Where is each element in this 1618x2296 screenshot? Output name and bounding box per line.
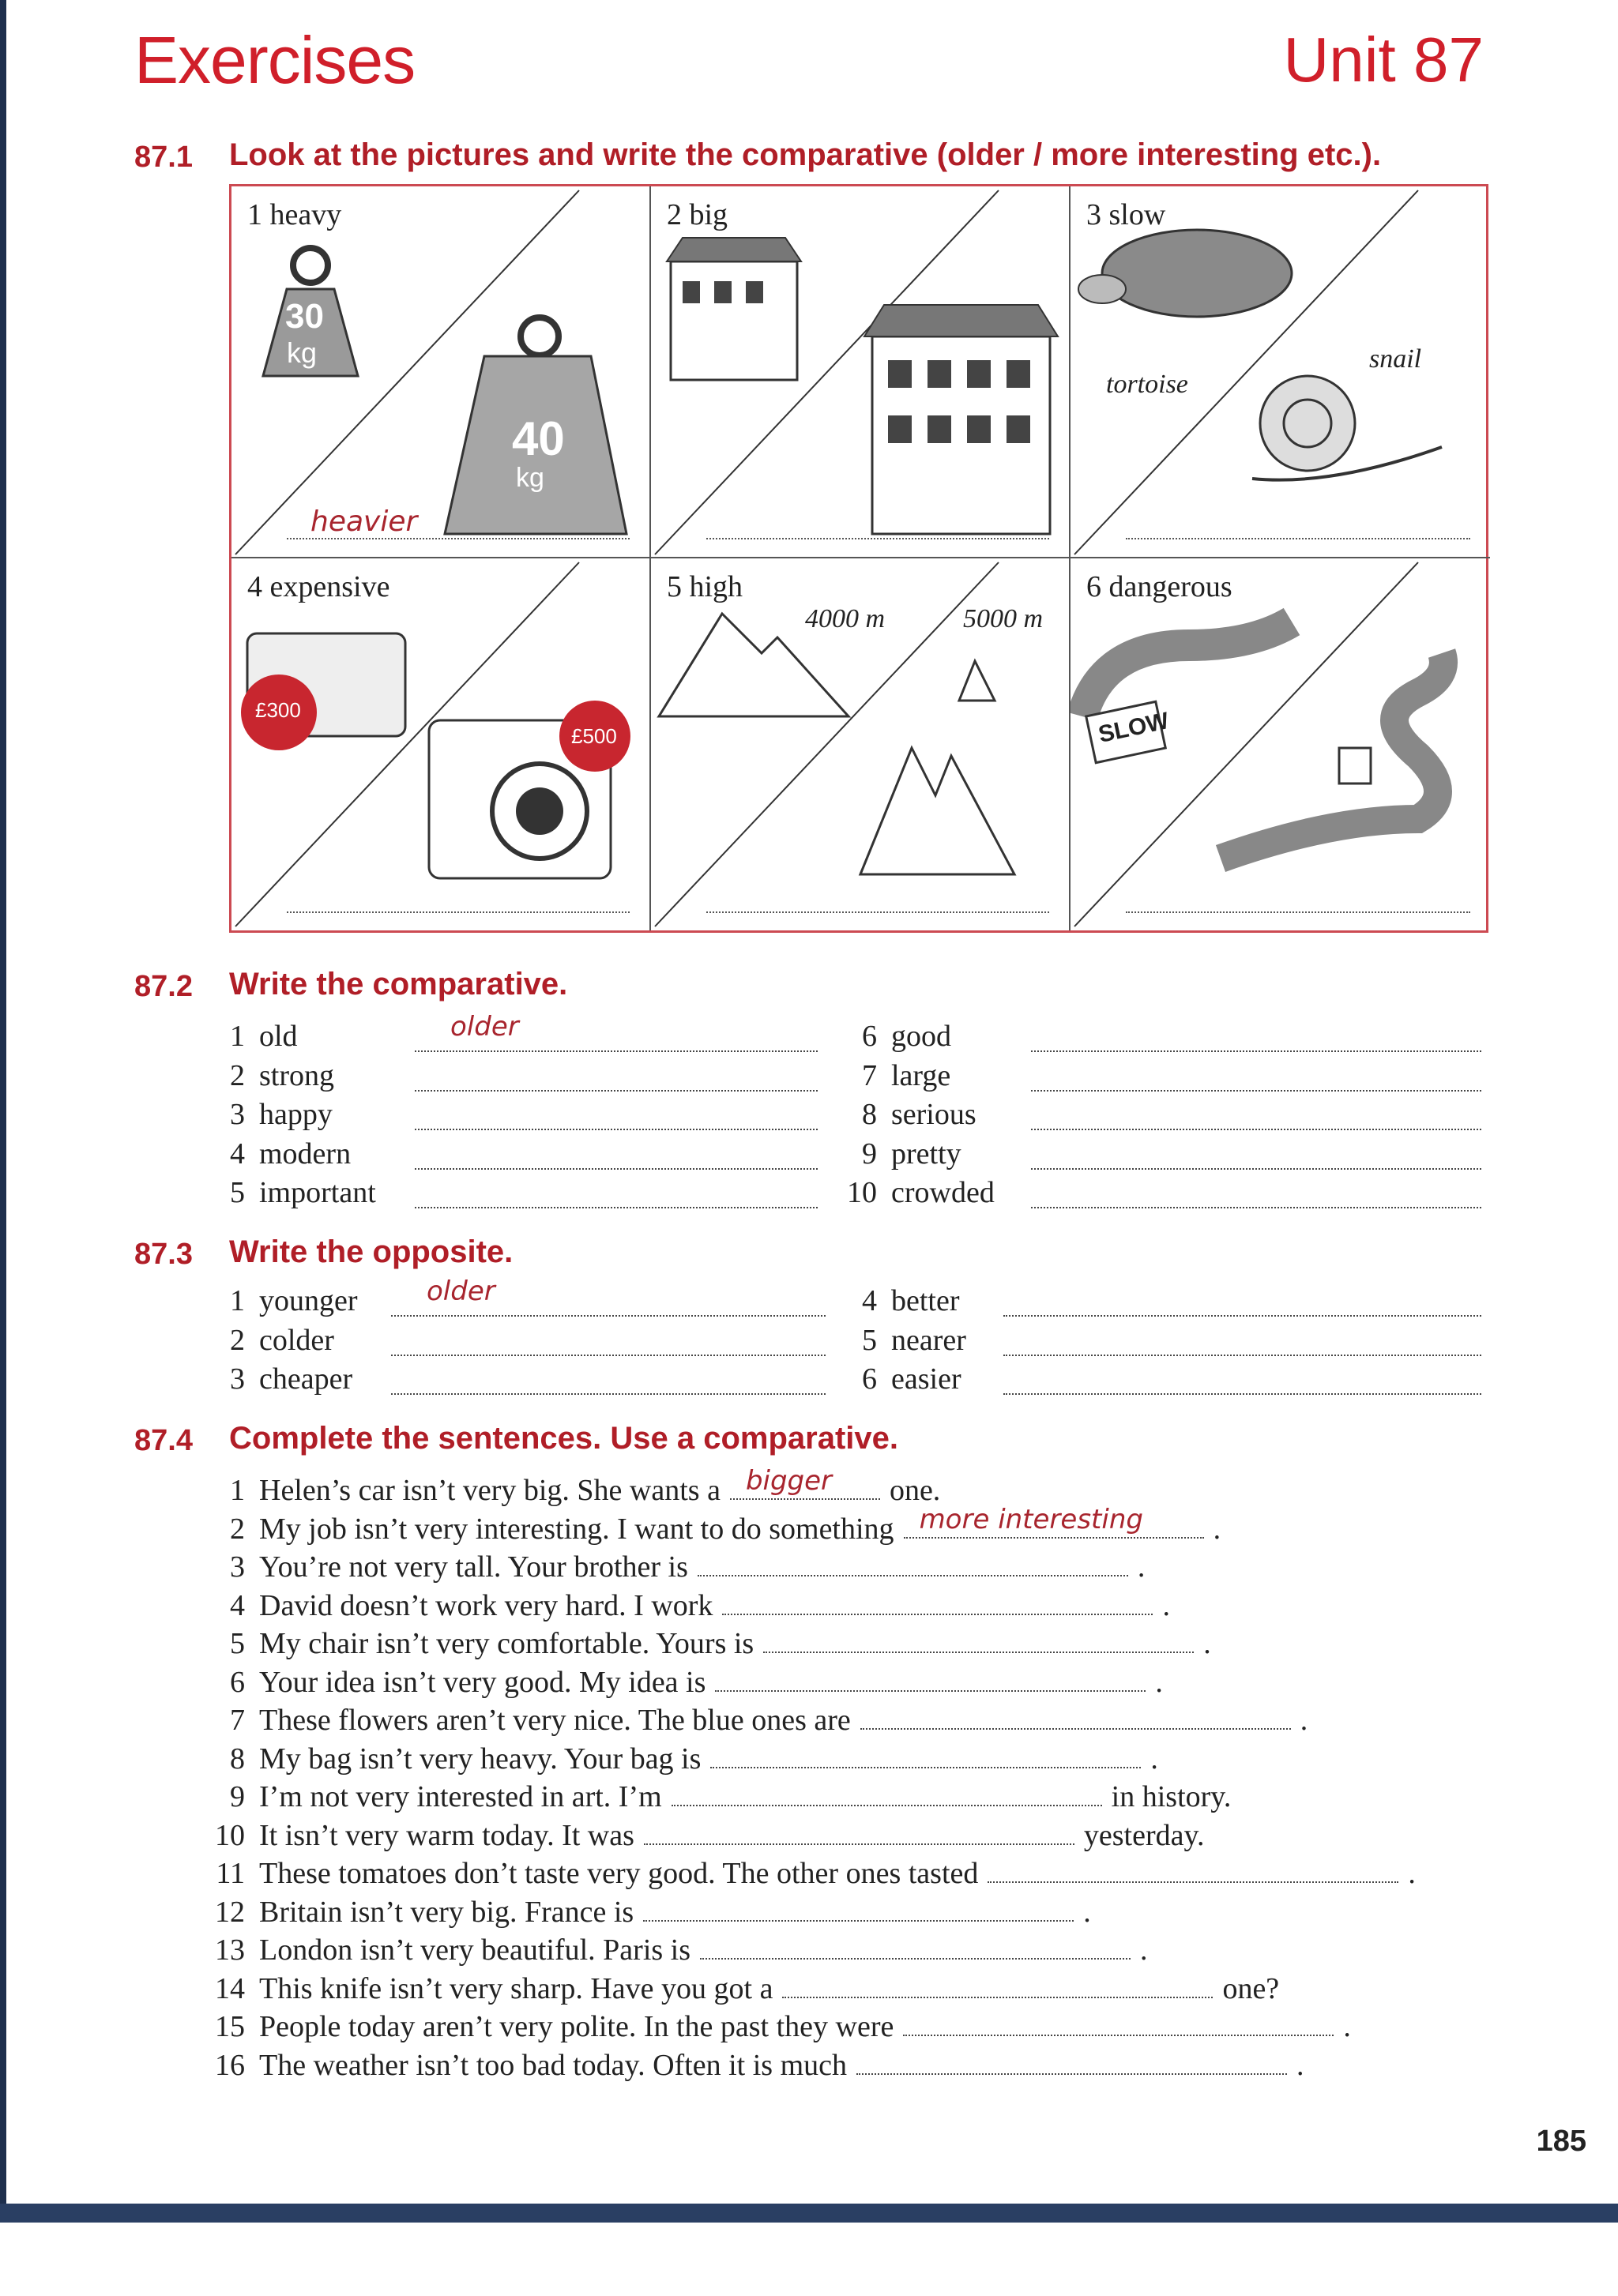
sentence-row [213,1971,1279,2006]
item-number: 6 [862,1362,877,1396]
answer-line[interactable] [415,1207,818,1208]
weight-number: 30 [285,297,324,336]
height-label: 4000 m [805,604,886,633]
sentence-row [213,2048,1304,2083]
item-number: 7 [230,1704,245,1737]
sentence-end: . [1155,1665,1163,1699]
sentence-end: one? [1222,1971,1280,2005]
item-word: serious [891,1098,976,1131]
answer-text: older [450,1011,519,1043]
answer-line[interactable] [1031,1050,1481,1052]
answer-blank[interactable] [782,1973,1213,1998]
list-item [213,1137,351,1171]
sentence-end: in history. [1111,1780,1232,1813]
answer-text: bigger [745,1465,833,1497]
answer-blank[interactable] [904,1503,1204,1539]
sentence-end: . [1408,1857,1416,1890]
cell-label: 5 high [667,570,743,603]
sentence-start: Helen’s car isn’t very big. She wants a [259,1474,721,1507]
sentence-row [213,2009,1351,2044]
list-item [213,1323,334,1358]
answer-text: more interesting [919,1503,1143,1535]
item-number: 8 [230,1742,245,1776]
answer-blank[interactable] [710,1743,1141,1768]
answer-line[interactable] [1003,1355,1481,1356]
item-number: 9 [862,1137,877,1171]
answer-line[interactable] [1003,1393,1481,1395]
item-number: 3 [230,1550,245,1584]
cell-label: 6 dangerous [1086,570,1232,603]
sentence-start: These flowers aren’t very nice. The blue ones are [259,1704,851,1737]
answer-blank[interactable] [856,2050,1287,2075]
houses-illustration [651,186,1071,558]
item-number: 1 [230,1020,245,1053]
picture-grid [229,184,1488,933]
item-number: 5 [230,1176,245,1209]
sentence-start: Your idea isn’t very good. My idea is [259,1665,706,1699]
list-item [845,1019,951,1054]
item-number: 1 [230,1284,245,1317]
item-number: 2 [230,1058,245,1092]
exercise-instruction: Complete the sentences. Use a comparative. [229,1421,898,1456]
item-number: 14 [215,1971,245,2005]
answer-blank[interactable] [763,1628,1194,1653]
left-edge-bar [0,0,6,2211]
exercise-instruction: Write the comparative. [229,967,568,1001]
item-number: 13 [215,1933,245,1967]
item-word: good [891,1020,951,1053]
answer-blank[interactable] [903,2011,1334,2036]
list-item [845,1283,960,1318]
answer-line[interactable] [415,1129,818,1130]
sentence-row [213,1818,1205,1853]
exercise-number: 87.1 [134,141,193,174]
answer-blank[interactable] [700,1934,1131,1960]
answer-blank[interactable] [860,1704,1291,1730]
unit-label: Unit 87 [1283,24,1484,95]
sentence-end: . [1296,2048,1304,2082]
item-number: 2 [230,1512,245,1546]
picture-cell-slow [1071,186,1490,558]
item-number: 5 [230,1627,245,1660]
item-number: 12 [215,1895,245,1929]
list-item [845,1137,961,1171]
answer-line[interactable] [1031,1090,1481,1092]
sentence-end: . [1343,2010,1351,2043]
list-item [845,1058,950,1093]
picture-cell-big [651,186,1071,558]
sentence-row [213,1856,1416,1891]
sentence-row [213,1779,1231,1814]
sentence-row [213,1465,941,1508]
sentence-end: . [1150,1742,1158,1776]
list-item [213,1058,334,1093]
list-item [213,1097,333,1132]
item-word: nearer [891,1323,966,1357]
sentence-start: People today aren’t very polite. In the past they were [259,2010,894,2043]
exercise-number: 87.2 [134,970,193,1003]
answer-line[interactable] [287,911,630,913]
item-word: crowded [891,1176,995,1209]
picture-cell-expensive [231,558,651,930]
sentence-start: It isn’t very warm today. It was [259,1818,634,1852]
sentence-end: . [1083,1895,1091,1929]
answer-line[interactable] [706,538,1049,539]
item-number: 10 [215,1818,245,1852]
price-tag: £500 [571,724,617,748]
item-word: large [891,1058,951,1092]
item-number: 7 [862,1058,877,1092]
sentence-start: These tomatoes don’t taste very good. The other ones tasted [259,1857,979,1890]
item-word: better [891,1284,960,1317]
answer-line[interactable] [391,1393,826,1395]
answer-text: heavier [310,505,418,538]
answer-blank[interactable] [715,1667,1146,1692]
sentence-start: My job isn’t very interesting. I want to do something [259,1512,894,1546]
item-word: easier [891,1362,961,1396]
answer-blank[interactable] [698,1551,1128,1576]
picture-cell-heavy [231,186,651,558]
item-number: 10 [847,1176,877,1209]
list-item [213,1175,376,1210]
item-number: 4 [862,1284,877,1317]
answer-text: older [427,1276,495,1307]
sentence-row [213,1626,1211,1661]
height-label: 5000 m [963,604,1044,633]
item-number: 6 [862,1020,877,1053]
answer-line[interactable] [1031,1168,1481,1170]
exercise-instruction: Look at the pictures and write the comparative (older / more interesting etc.). [229,137,1382,172]
answer-blank[interactable] [644,1820,1074,1845]
sentence-row [213,1550,1145,1584]
cell-label: 2 big [667,198,728,231]
sentence-row [213,1895,1091,1930]
sentence-end: yesterday. [1083,1818,1205,1852]
item-word: happy [259,1098,333,1131]
item-number: 15 [215,2010,245,2043]
item-word: modern [259,1137,352,1171]
cell-label: 1 heavy [247,198,342,231]
item-word: younger [259,1284,358,1317]
weight-number: 40 [512,412,565,465]
item-number: 16 [215,2048,245,2082]
sentence-end: . [1300,1704,1308,1737]
item-number: 4 [230,1137,245,1171]
sentence-row [213,1503,1221,1546]
answer-line[interactable] [1031,1207,1481,1208]
sentence-start: David doesn’t work very hard. I work [259,1588,713,1622]
list-item [213,1019,298,1054]
item-word: strong [259,1058,334,1092]
item-word: colder [259,1323,334,1357]
item-number: 9 [230,1780,245,1813]
list-item [213,1283,358,1318]
sentence-start: I’m not very interested in art. I’m [259,1780,662,1813]
item-number: 3 [230,1362,245,1396]
page-number: 185 [1536,2125,1586,2158]
tortoise-label: tortoise [1106,370,1188,399]
cell-label: 3 slow [1086,198,1166,231]
exercise-instruction: Write the opposite. [229,1234,514,1269]
item-word: pretty [891,1137,961,1171]
sentence-start: Britain isn’t very big. France is [259,1895,634,1929]
sentence-start: London isn’t very beautiful. Paris is [259,1933,691,1967]
picture-cell-high [651,558,1071,930]
answer-line[interactable] [415,1090,818,1092]
exercise-number: 87.4 [134,1424,193,1457]
list-item [845,1362,961,1396]
sentence-row [213,1703,1308,1738]
sentence-row [213,1933,1148,1967]
item-number: 8 [862,1098,877,1131]
sentence-start: This knife isn’t very sharp. Have you got a [259,1971,773,2005]
roads-illustration [1071,558,1490,930]
sentence-end: . [1137,1550,1146,1584]
item-number: 11 [216,1857,245,1890]
list-item [213,1362,352,1396]
sentence-end: . [1140,1933,1148,1967]
sentence-end: . [1162,1588,1170,1622]
answer-blank[interactable] [722,1590,1153,1615]
picture-cell-dangerous [1071,558,1490,930]
exercise-number: 87.3 [134,1238,193,1271]
bottom-edge-bar [0,2204,1618,2223]
snail-label: snail [1369,344,1422,374]
answer-line[interactable] [415,1050,818,1052]
item-number: 6 [230,1665,245,1699]
cell-label: 4 expensive [247,570,390,603]
item-word: old [259,1020,298,1053]
weight-unit: kg [516,463,544,493]
answer-line[interactable] [1126,911,1470,913]
sentence-end: . [1213,1512,1221,1546]
item-number: 1 [230,1474,245,1507]
sentence-start: My chair isn’t very comfortable. Yours is [259,1627,754,1660]
answer-line[interactable] [391,1355,826,1356]
sentence-start: You’re not very tall. Your brother is [259,1550,688,1584]
sentence-end: one. [889,1474,941,1507]
answer-blank[interactable] [730,1465,880,1500]
item-word: cheaper [259,1362,353,1396]
answer-blank[interactable] [988,1858,1398,1883]
item-number: 4 [230,1588,245,1622]
answer-line[interactable] [1031,1129,1481,1130]
weights-illustration [231,186,651,558]
answer-blank[interactable] [643,1896,1074,1922]
answer-line[interactable] [1003,1315,1481,1317]
answer-blank[interactable] [672,1781,1102,1806]
item-number: 5 [862,1323,877,1357]
answer-line[interactable] [706,911,1049,913]
weight-unit: kg [287,336,318,369]
list-item [845,1175,995,1210]
sentence-row [213,1588,1170,1623]
answer-line[interactable] [415,1168,818,1170]
sentence-start: The weather isn’t too bad today. Often it is much [259,2048,847,2082]
list-item [845,1097,976,1132]
list-item [845,1323,966,1358]
item-number: 3 [230,1098,245,1131]
answer-line[interactable] [1126,538,1470,539]
sentence-end: . [1203,1627,1211,1660]
sentence-start: My bag isn’t very heavy. Your bag is [259,1742,702,1776]
answer-line[interactable] [287,538,630,539]
item-word: important [259,1176,376,1209]
price-tag: £300 [255,698,301,722]
item-number: 2 [230,1323,245,1357]
sentence-row [213,1742,1158,1776]
answer-line[interactable] [391,1315,826,1317]
slow-sign-text: SLOW [1096,708,1172,749]
sentence-row [213,1665,1163,1700]
page-title: Exercises [134,23,416,97]
